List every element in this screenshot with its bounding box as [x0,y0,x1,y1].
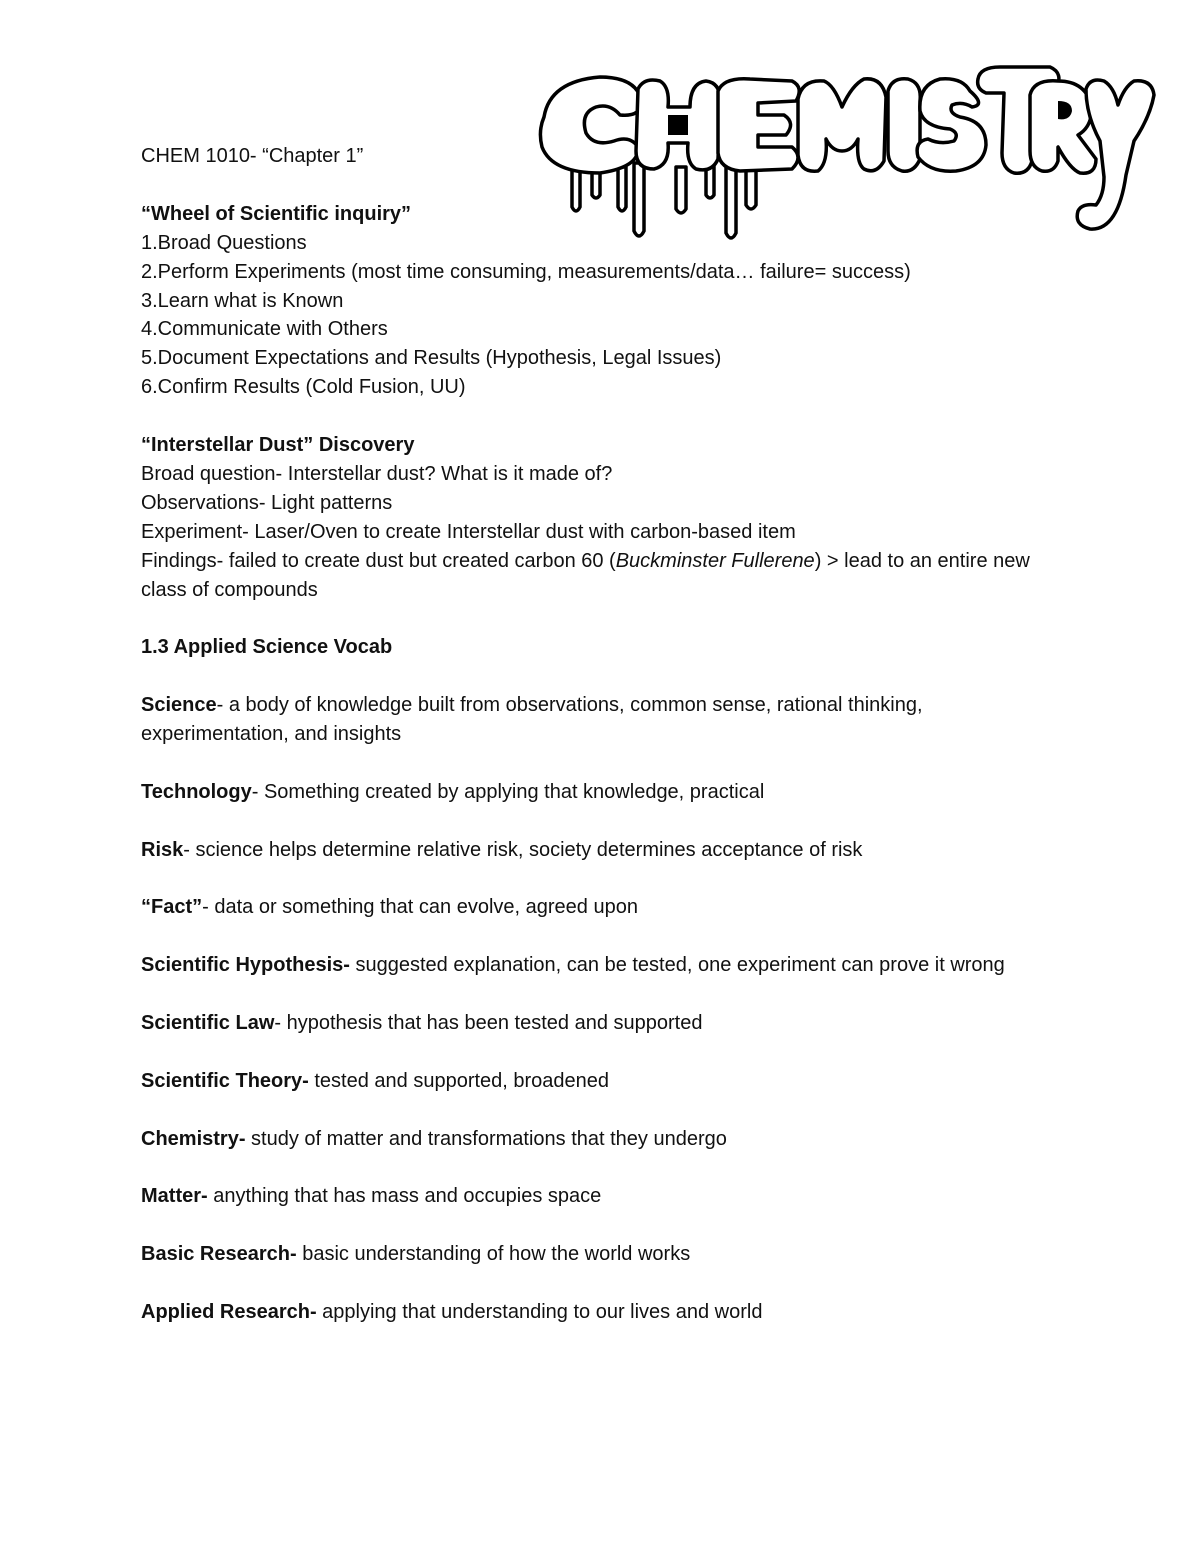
wheel-item: 5.Document Expectations and Results (Hypothesis, Legal Issues) [141,347,722,370]
spacer [141,171,1071,200]
vocab-entry-matter: Matter- anything that has mass and occupies space [141,1185,602,1208]
spacer [141,1269,1071,1298]
spacer [141,749,1071,778]
spacer [141,402,1071,431]
dust-line: Observations- Light patterns [141,491,393,514]
spacer [141,1038,1071,1067]
wheel-item: 6.Confirm Results (Cold Fusion, UU) [141,376,466,399]
dust-findings: Findings- failed to create dust but created carbon 60 (Buckminster Fullerene) > lead to an entire new class of compounds [141,549,1030,601]
vocab-entry-science: Science- a body of knowledge built from observations, common sense, rational thinking, experimentation, and insights [141,694,923,746]
vocab-entry-risk: Risk- science helps determine relative risk, society determines acceptance of risk [141,838,863,861]
spacer [141,1211,1071,1240]
vocab-entry-applied-research: Applied Research- applying that understanding to our lives and world [141,1301,763,1324]
wheel-item: 4.Communicate with Others [141,318,388,341]
vocab-entry-chemistry: Chemistry- study of matter and transformations that they undergo [141,1127,727,1150]
vocab-entry-basic-research: Basic Research- basic understanding of how the world works [141,1243,691,1266]
wheel-item: 1.Broad Questions [141,231,307,254]
spacer [141,865,1071,894]
vocab-entry-scientific-theory: Scientific Theory- tested and supported, broadened [141,1069,610,1092]
spacer [141,807,1071,836]
course-title: CHEM 1010- “Chapter 1” [141,145,364,167]
notes-body [141,142,1071,1327]
spacer [141,662,1071,691]
spacer [141,604,1071,633]
spacer [141,980,1071,1009]
dust-line: Experiment- Laser/Oven to create Interstellar dust with carbon-based item [141,520,796,543]
dust-section-title: “Interstellar Dust” Discovery [141,434,415,457]
vocab-entry-scientific-hypothesis: Scientific Hypothesis- suggested explanation, can be tested, one experiment can prove it wrong [141,954,1005,977]
vocab-entry-scientific-law: Scientific Law- hypothesis that has been tested and supported [141,1012,703,1035]
vocab-section-title: 1.3 Applied Science Vocab [141,636,393,659]
spacer [141,922,1071,951]
vocab-entry-fact: “Fact”- data or something that can evolve, agreed upon [141,896,638,919]
wheel-item: 3.Learn what is Known [141,289,344,312]
spacer [141,1096,1071,1125]
wheel-section-title: “Wheel of Scientific inquiry” [141,202,412,225]
wheel-item: 2.Perform Experiments (most time consuming, measurements/data… failure= success) [141,260,911,283]
spacer [141,1154,1071,1183]
vocab-entry-technology: Technology- Something created by applying that knowledge, practical [141,780,765,803]
dust-line: Broad question- Interstellar dust? What is it made of? [141,462,613,485]
